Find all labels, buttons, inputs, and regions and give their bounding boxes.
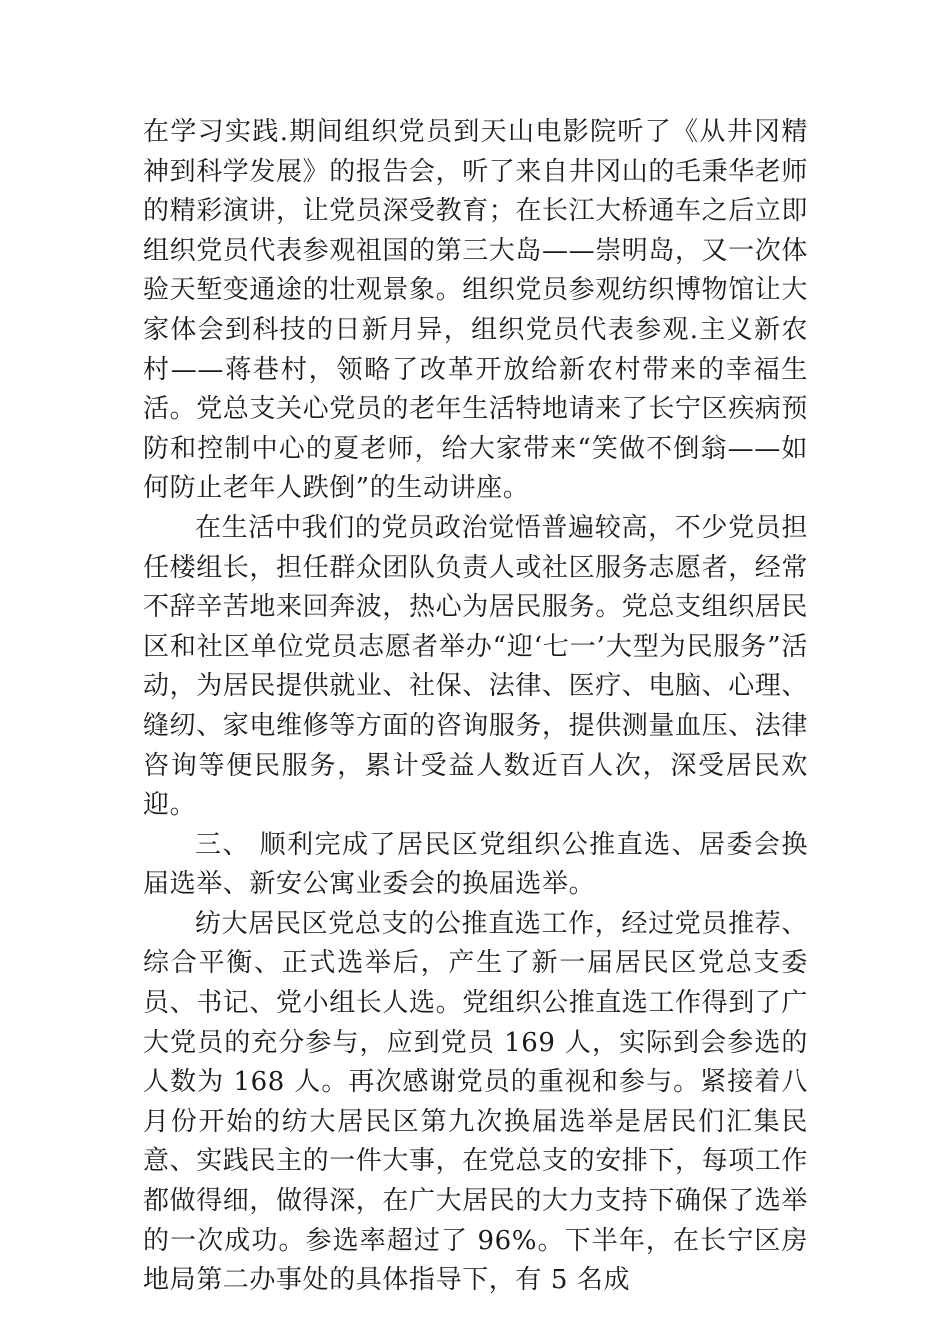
paragraph-4: 纺大居民区党总支的公推直选工作，经过党员推荐、综合平衡、正式选举后，产生了新一届居民区党总支委员、书记、党小组长人选。党组织公推直选工作得到了广大党员的充分参与，应到党员 169 人，实际到会参选的人数为 168 人。再次感谢党员的重视和参与。紧接着八月份开始的纺大居民区第九次换届选举是居民们汇集民意、实践民主的一件大事，在党总支的安排下，每项工作都做得细，做得深，在广大居民的大力支持下确保了选举的一次成功。参选率超过了 96%。下半年，在长宁区房地局第二办事处的具体指导下，有 5 名成 (143, 908, 809, 1296)
paragraph-3-section-heading: 三、 顺利完成了居民区党组织公推直选、居委会换届选举、新安公寓业委会的换届选举。 (143, 829, 808, 900)
paragraph-1: 在学习实践.期间组织党员到天山电影院听了《从井冈精神到科学发展》的报告会，听了来自井冈山的毛秉华老师的精彩演讲，让党员深受教育；在长江大桥通车之后立即组织党员代表参观祖国的第三大岛——崇明岛，又一次体验天堑变通途的壮观景象。组织党员参观纺织博物馆让大家体会到科技的日新月异，组织党员代表参观.主义新农村——蒋巷村，领略了改革开放给新农村带来的幸福生活。党总支关心党员的老年生活特地请来了长宁区疾病预防和控制中心的夏老师，给大家带来“笑做不倒翁——如何防止老年人跌倒”的生动讲座。 (143, 117, 809, 504)
document-page (143, 113, 808, 1301)
paragraph-2: 在生活中我们的党员政治觉悟普遍较高，不少党员担任楼组长，担任群众团队负责人或社区服务志愿者，经常不辞辛苦地来回奔波，热心为居民服务。党总支组织居民区和社区单位党员志愿者举办“迎‘七一’大型为民服务”活动，为居民提供就业、社保、法律、医疗、电脑、心理、缝纫、家电维修等方面的咨询服务，提供测量血压、法律咨询等便民服务，累计受益人数近百人次，深受居民欢迎。 (143, 512, 809, 821)
